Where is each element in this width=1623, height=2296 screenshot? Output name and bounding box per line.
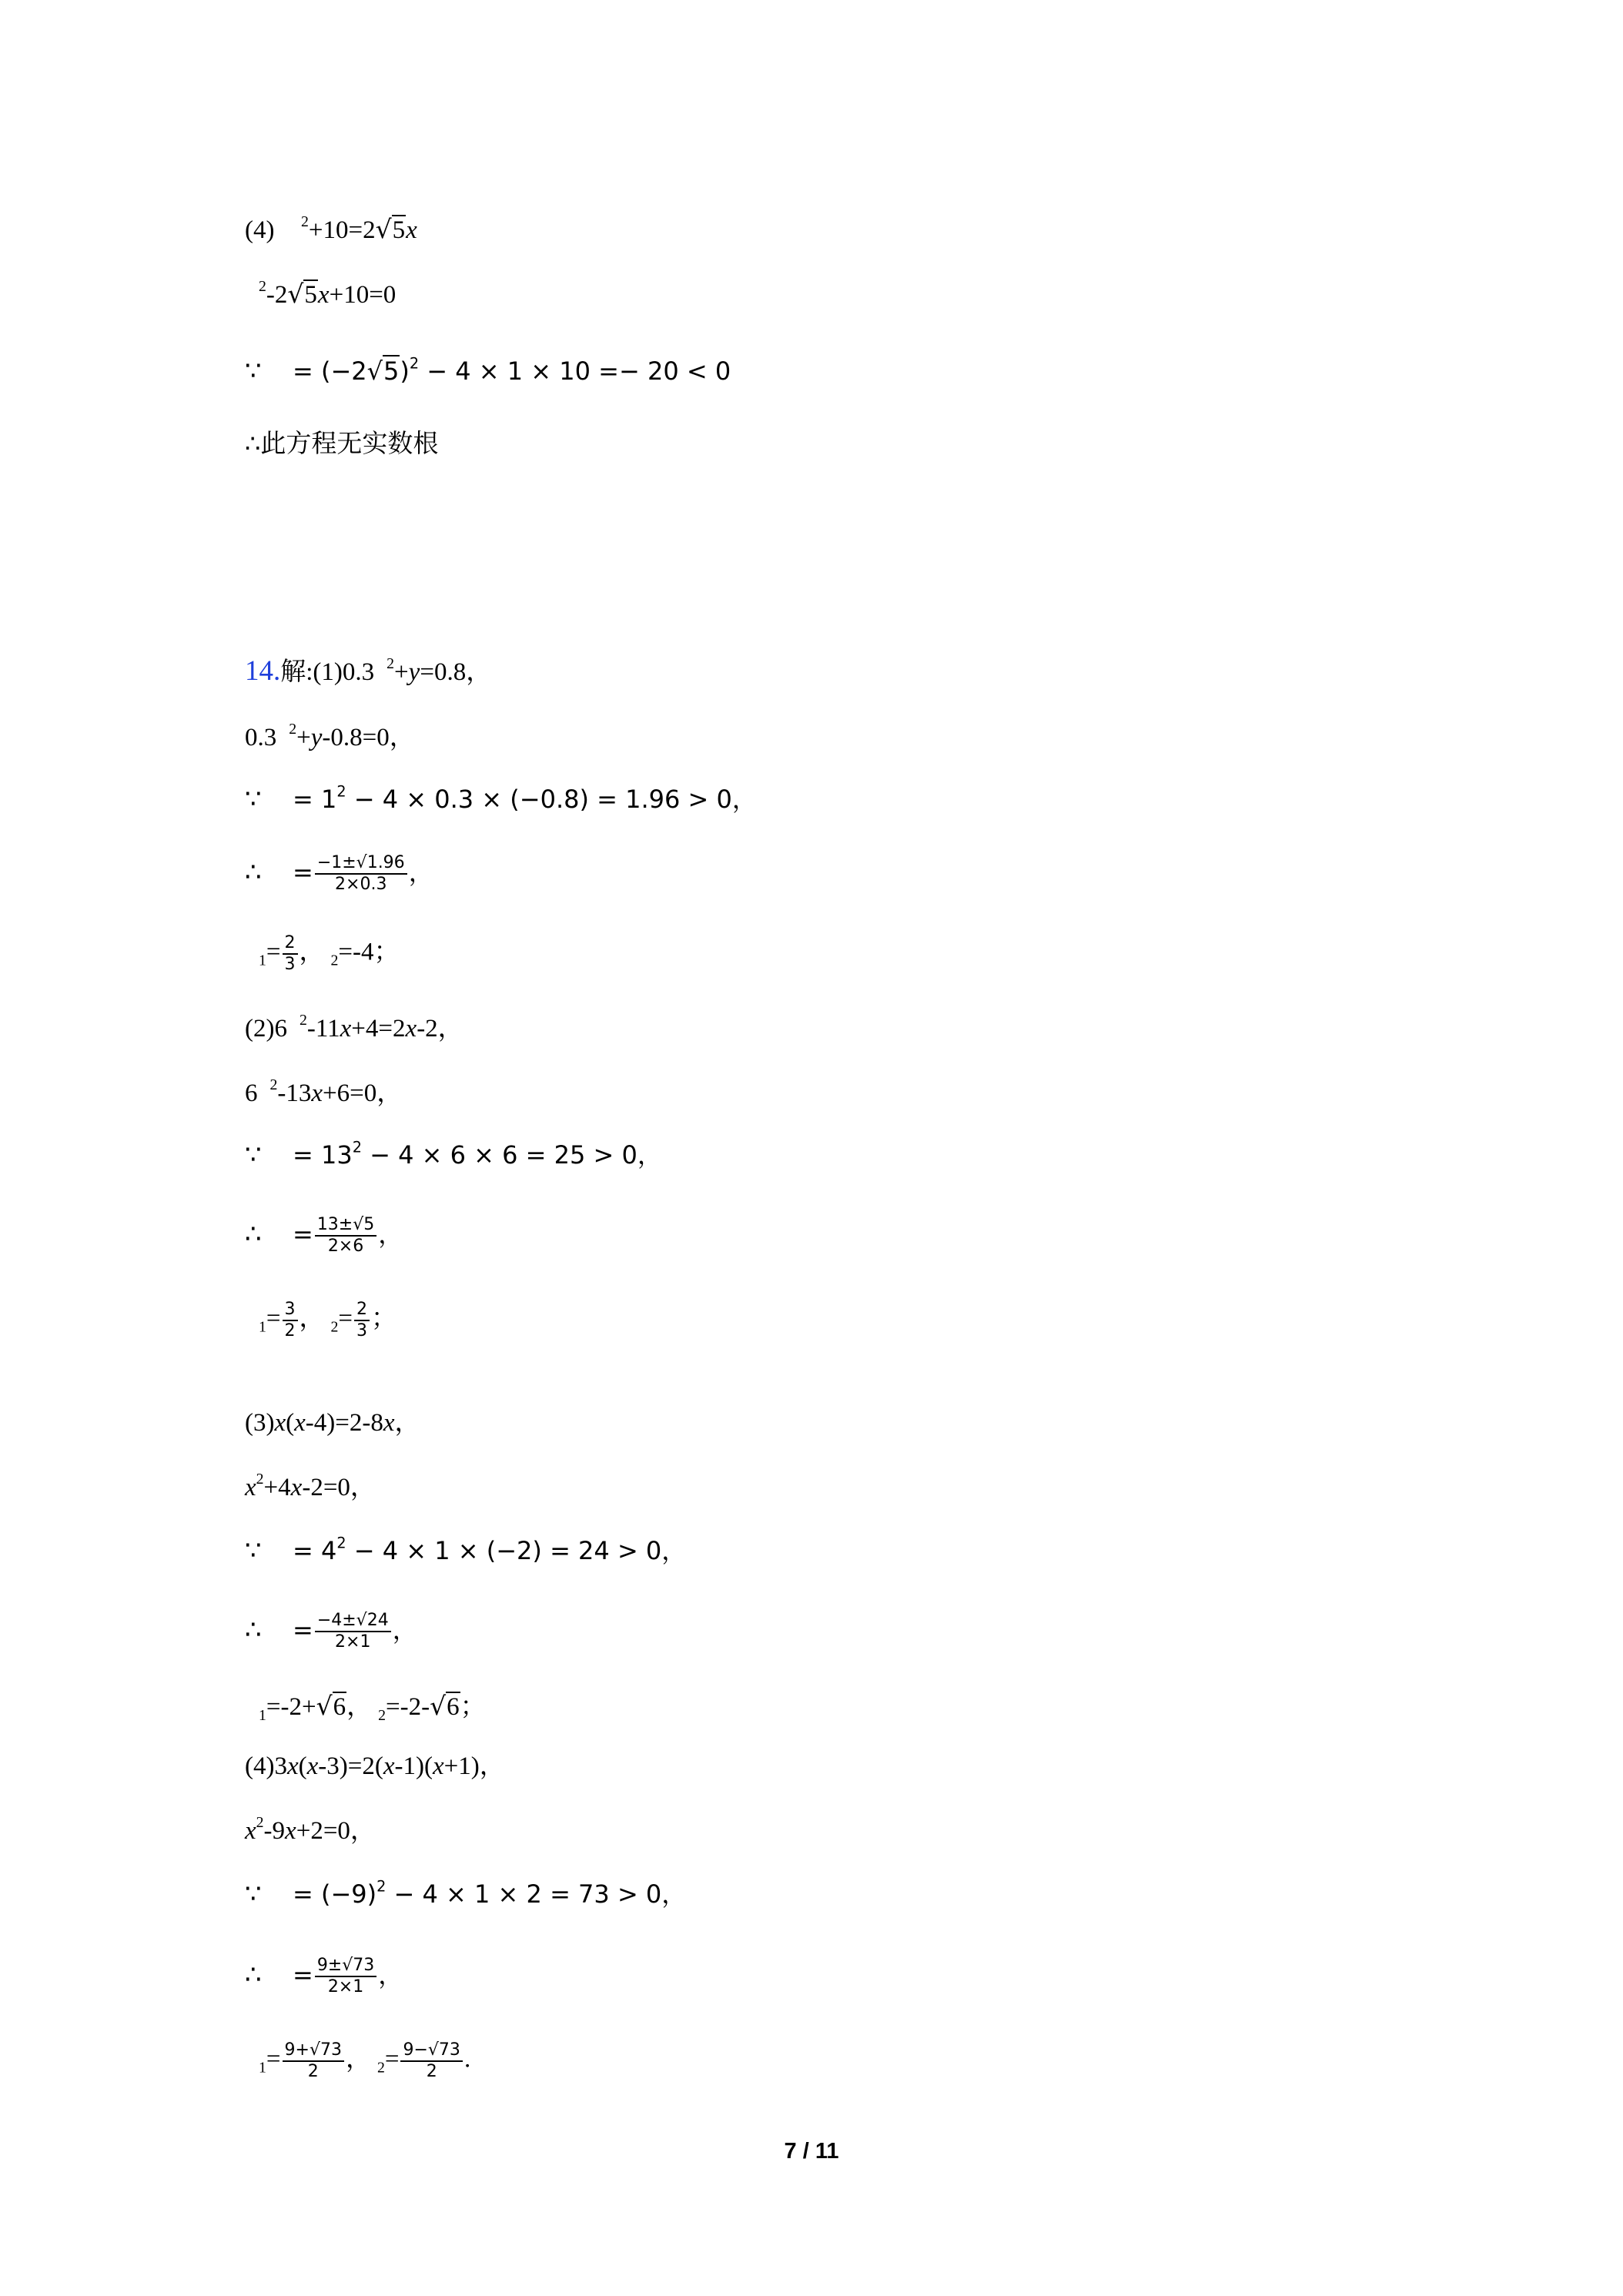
q14-3-discriminant: ∵ = $4^2 - 4 \times 1 \times (-2) = 24 > 0$， — [245, 1534, 687, 1566]
p4-eq2-exponent: 2 — [259, 278, 266, 296]
q14-1-root-formula: ∴ = $\frac{-1\pm√1.96}{2\times 0.3}$ ， — [245, 853, 433, 894]
p4-eq1-var: x — [406, 216, 417, 244]
because-symbol: ∵ — [245, 356, 262, 387]
p4-eq1-sqrt: √5 — [375, 214, 406, 244]
q14-1-equation2: 0.3 $^2$+y-0.8=0， — [245, 721, 415, 751]
therefore-symbol: ∴ — [245, 857, 262, 888]
question-number: 14. — [245, 655, 281, 687]
q14-3-equation2: $x^2+4x-2=0$， — [245, 1471, 376, 1501]
q14-4-equation2: $x^2-9x+2=0$， — [245, 1814, 376, 1845]
therefore-symbol: ∴ — [245, 1219, 262, 1250]
q14-3-solutions: $_1$=-2+√6， $_2$=-2-√6； — [259, 1691, 486, 1724]
p4-eq1-exponent: 2 — [300, 213, 309, 231]
q14-4-discriminant: ∵ = $(-9)^2 - 4 \times 1 \times 2 = 73 > 0$， — [245, 1877, 687, 1909]
q14-2-root-fraction: $\frac{13\pm√5}{2\times 6}$ — [315, 1215, 376, 1257]
p4-equation-line1 — [245, 214, 417, 246]
p4-eq2-sqrt: √5 — [287, 279, 317, 309]
q14-3-root-fraction: $\frac{-4\pm√24}{2\times 1}$ — [315, 1611, 391, 1652]
q14-2-equation1: (2)6 $^2$-11x+4=2x-2， — [245, 1012, 463, 1043]
p4-equation-line2 — [245, 279, 396, 310]
because-symbol: ∵ — [245, 1879, 262, 1909]
q14-1-solutions: $_1$= $\frac{2}{3}$ ， $_2$=-4； — [259, 933, 400, 974]
q14-2-root-formula: ∴ = $\frac{13\pm√5}{2\times 6}$ ， — [245, 1215, 403, 1256]
therefore-symbol: ∴ — [245, 429, 261, 458]
because-symbol: ∵ — [245, 1535, 262, 1566]
q14-1-root-fraction: $\frac{-1\pm√1.96}{2\times 0.3}$ — [315, 853, 407, 895]
p4-disc-sqrt: √5 — [366, 356, 400, 386]
q14-3-root-formula: ∴ = $\frac{-4\pm√24}{2\times 1}$ ， — [245, 1611, 417, 1652]
page-number: 7 / 11 — [784, 2139, 839, 2164]
p4-eq2-text: -2 — [266, 281, 288, 309]
p4-eq2-tail: +10=0 — [329, 281, 397, 309]
p4-conclusion: ∴此方程无实数根 — [245, 428, 439, 458]
q14-3-equation1: (3)x(x-4)=2-8x， — [245, 1409, 420, 1437]
q14-4-root-fraction: $\frac{9\pm√73}{2\times 1}$ — [315, 1956, 376, 1997]
p4-discriminant: ∵ = $(-2√5)^2 - 4 \times 1 \times 10 =- 20 < 0$ — [245, 354, 731, 387]
because-symbol: ∵ — [245, 1140, 262, 1170]
p4-eq2-var: x — [317, 281, 330, 309]
therefore-symbol: ∴ — [245, 1615, 262, 1645]
q14-2-equation2: 6 $^2$-13x+6=0， — [245, 1076, 403, 1107]
because-symbol: ∵ — [245, 784, 262, 815]
q14-1-discriminant: ∵ = $1^2 - 4 \times 0.3 \times (-0.8) = 1.96 > 0$， — [245, 782, 757, 815]
therefore-symbol: ∴ — [245, 1960, 262, 1990]
q14-2-solutions: $_1$= $\frac{3}{2}$ ， $_2$= $\frac{2}{3}$ ； — [259, 1300, 397, 1340]
p4-label: (4) — [245, 216, 275, 244]
q14-4-equation1: (4)3x(x-3)=2(x-1)(x+1)， — [245, 1752, 505, 1780]
q14-heading: 14.解:(1)0.3 $^2$+y=0.8， — [245, 655, 492, 687]
q14-2-discriminant: ∵ = $13^2 - 4 \times 6 \times 6 = 25 > 0$， — [245, 1138, 662, 1170]
q14-4-solutions: $_1$= $\frac{9+√73}{2}$ ， $_2$= $\frac{9-√73}{2}$ . — [259, 2040, 471, 2081]
p4-eq1-text: +10=2 — [308, 216, 376, 244]
q14-4-root-formula: ∴ = $\frac{9\pm√73}{2\times 1}$ ， — [245, 1956, 403, 1996]
